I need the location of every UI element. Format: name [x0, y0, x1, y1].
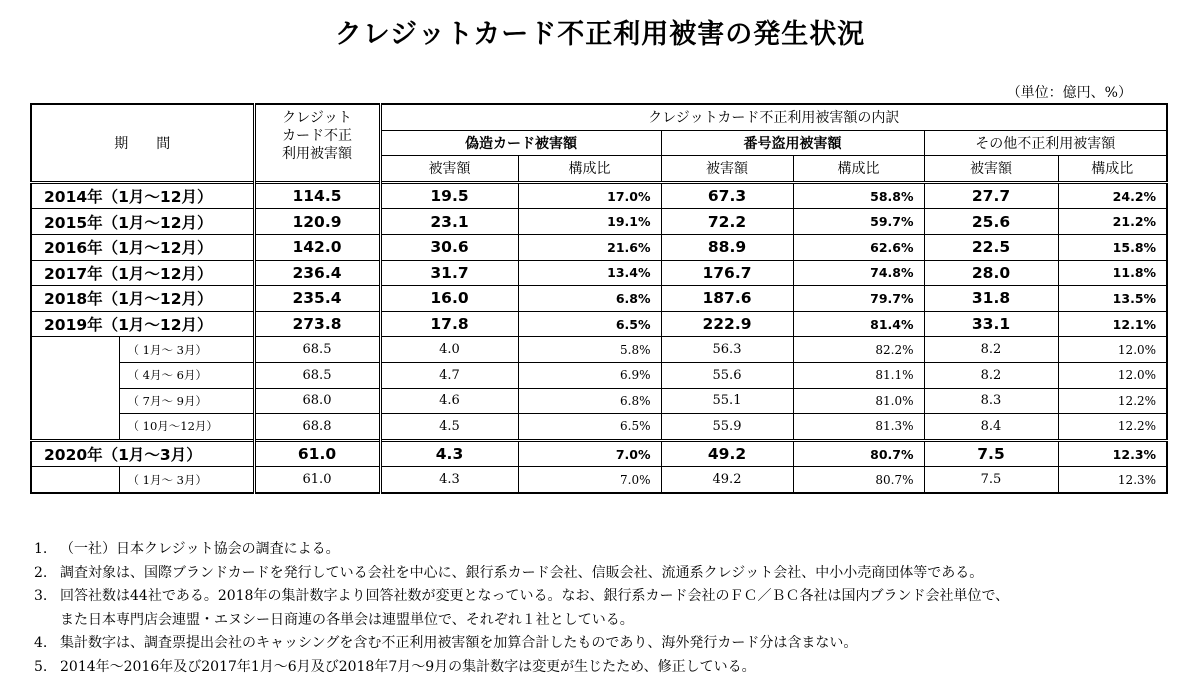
table-row	[31, 388, 1167, 414]
header-sub-amount: 被害額	[661, 156, 793, 183]
number-theft-amount: 88.9	[661, 234, 793, 260]
quarter-label: （ 1月～ 3月）	[119, 337, 254, 363]
header-group-number-theft: 番号盗用被害額	[661, 130, 924, 156]
counterfeit-ratio: 6.8%	[518, 286, 661, 312]
other-amount: 8.2	[924, 362, 1058, 388]
note-number: 2.	[34, 564, 48, 581]
counterfeit-ratio: 13.4%	[518, 260, 661, 286]
other-ratio: 13.5%	[1058, 286, 1167, 312]
other-ratio: 12.0%	[1058, 337, 1167, 363]
table-row	[31, 286, 1167, 312]
note-item	[34, 656, 1009, 680]
table-row	[31, 209, 1167, 235]
note-text: 調査対象は、国際ブランドカードを発行している会社を中心に、銀行系カード会社、信販会社、流通系クレジット会社、中小小売商団体等である。	[60, 564, 984, 581]
counterfeit-ratio: 5.8%	[518, 337, 661, 363]
total-value: 68.5	[254, 362, 380, 388]
quarter-label: （ 7月～ 9月）	[119, 388, 254, 414]
number-theft-amount: 55.6	[661, 362, 793, 388]
header-total-line-1: クレジット	[282, 109, 352, 126]
note-continuation: また日本専門店会連盟・エヌシー日商連の各単会は連盟単位で、それぞれ１社としている。	[60, 611, 634, 628]
other-amount: 27.7	[924, 182, 1058, 209]
counterfeit-ratio: 6.5%	[518, 311, 661, 337]
other-ratio: 11.8%	[1058, 260, 1167, 286]
header-total-line-3: 利用被害額	[282, 145, 352, 162]
indent-spacer	[31, 414, 119, 441]
total-value: 68.5	[254, 337, 380, 363]
other-ratio: 12.2%	[1058, 388, 1167, 414]
header-period: 期 間	[31, 104, 254, 182]
table-row	[31, 440, 1167, 467]
number-theft-amount: 49.2	[661, 440, 793, 467]
notes-list	[34, 538, 1009, 680]
counterfeit-amount: 4.0	[380, 337, 518, 363]
other-ratio: 12.2%	[1058, 414, 1167, 441]
other-amount: 7.5	[924, 467, 1058, 493]
indent-spacer	[31, 388, 119, 414]
total-value: 114.5	[254, 182, 380, 209]
other-amount: 8.4	[924, 414, 1058, 441]
header-sub-ratio: 構成比	[1058, 156, 1167, 183]
header-sub-ratio: 構成比	[793, 156, 924, 183]
note-number: 1.	[34, 541, 48, 557]
number-theft-ratio: 80.7%	[793, 467, 924, 493]
other-amount: 8.3	[924, 388, 1058, 414]
total-value: 68.0	[254, 388, 380, 414]
total-value: 68.8	[254, 414, 380, 441]
total-value: 142.0	[254, 234, 380, 260]
row-label: 2017年（1月～12月）	[31, 260, 254, 286]
counterfeit-ratio: 19.1%	[518, 209, 661, 235]
number-theft-amount: 56.3	[661, 337, 793, 363]
other-amount: 22.5	[924, 234, 1058, 260]
number-theft-amount: 222.9	[661, 311, 793, 337]
other-ratio: 12.3%	[1058, 440, 1167, 467]
counterfeit-ratio: 17.0%	[518, 182, 661, 209]
other-amount: 33.1	[924, 311, 1058, 337]
unit-label: （単位：億円、%）	[1006, 85, 1132, 101]
counterfeit-ratio: 6.9%	[518, 362, 661, 388]
counterfeit-amount: 4.7	[380, 362, 518, 388]
quarter-label: （ 4月～ 6月）	[119, 362, 254, 388]
other-amount: 25.6	[924, 209, 1058, 235]
table-row	[31, 337, 1167, 363]
number-theft-ratio: 74.8%	[793, 260, 924, 286]
row-label: 2020年（1月～3月）	[31, 440, 254, 467]
number-theft-ratio: 81.0%	[793, 388, 924, 414]
number-theft-amount: 49.2	[661, 467, 793, 493]
counterfeit-amount: 31.7	[380, 260, 518, 286]
number-theft-ratio: 81.1%	[793, 362, 924, 388]
total-value: 273.8	[254, 311, 380, 337]
header-total	[254, 104, 380, 182]
table-row	[31, 311, 1167, 337]
number-theft-ratio: 81.3%	[793, 414, 924, 441]
header-sub-ratio: 構成比	[518, 156, 661, 183]
quarter-label: （ 10月～12月）	[119, 414, 254, 441]
row-label: 2018年（1月～12月）	[31, 286, 254, 312]
row-label: 2015年（1月～12月）	[31, 209, 254, 235]
indent-spacer	[31, 362, 119, 388]
number-theft-ratio: 59.7%	[793, 209, 924, 235]
number-theft-ratio: 62.6%	[793, 234, 924, 260]
note-item	[34, 538, 1009, 562]
counterfeit-amount: 30.6	[380, 234, 518, 260]
indent-spacer	[31, 467, 119, 493]
note-item	[34, 585, 1009, 609]
header-sub-amount: 被害額	[924, 156, 1058, 183]
number-theft-amount: 55.9	[661, 414, 793, 441]
note-text: 回答社数は44社である。2018年の集計数字より回答社数が変更となっている。なお、銀行系カード会社のＦＣ／ＢＣ各社は国内ブランド会社単位で、	[60, 588, 1010, 605]
counterfeit-ratio: 7.0%	[518, 440, 661, 467]
other-amount: 28.0	[924, 260, 1058, 286]
other-ratio: 12.1%	[1058, 311, 1167, 337]
number-theft-amount: 72.2	[661, 209, 793, 235]
number-theft-amount: 187.6	[661, 286, 793, 312]
fraud-damage-table	[30, 103, 1168, 494]
header-group-other: その他不正利用被害額	[924, 130, 1167, 156]
other-ratio: 21.2%	[1058, 209, 1167, 235]
table-row	[31, 182, 1167, 209]
row-label: 2014年（1月～12月）	[31, 182, 254, 209]
counterfeit-ratio: 7.0%	[518, 467, 661, 493]
counterfeit-ratio: 6.8%	[518, 388, 661, 414]
table-row	[31, 234, 1167, 260]
header-total-line-2: カード不正	[282, 127, 352, 144]
note-text: 集計数字は、調査票提出会社のキャッシングを含む不正利用被害額を加算合計したものであり、海外発行カード分は含まない。	[60, 635, 858, 652]
number-theft-ratio: 79.7%	[793, 286, 924, 312]
counterfeit-amount: 4.3	[380, 467, 518, 493]
header-row-1	[31, 104, 1167, 130]
page-title: クレジットカード不正利用被害の発生状況	[334, 19, 866, 50]
counterfeit-amount: 19.5	[380, 182, 518, 209]
total-value: 235.4	[254, 286, 380, 312]
quarter-label: （ 1月～ 3月）	[119, 467, 254, 493]
total-value: 120.9	[254, 209, 380, 235]
note-item	[34, 632, 1009, 656]
counterfeit-ratio: 21.6%	[518, 234, 661, 260]
table-row	[31, 260, 1167, 286]
header-sub-amount: 被害額	[380, 156, 518, 183]
other-amount: 31.8	[924, 286, 1058, 312]
total-value: 61.0	[254, 440, 380, 467]
number-theft-ratio: 81.4%	[793, 311, 924, 337]
counterfeit-ratio: 6.5%	[518, 414, 661, 441]
number-theft-amount: 55.1	[661, 388, 793, 414]
other-amount: 8.2	[924, 337, 1058, 363]
number-theft-ratio: 82.2%	[793, 337, 924, 363]
number-theft-ratio: 80.7%	[793, 440, 924, 467]
counterfeit-amount: 23.1	[380, 209, 518, 235]
note-number: 4.	[34, 635, 48, 652]
number-theft-ratio: 58.8%	[793, 182, 924, 209]
other-ratio: 24.2%	[1058, 182, 1167, 209]
row-label: 2016年（1月～12月）	[31, 234, 254, 260]
other-ratio: 12.0%	[1058, 362, 1167, 388]
note-item	[34, 562, 1009, 586]
other-ratio: 15.8%	[1058, 234, 1167, 260]
indent-spacer	[31, 337, 119, 363]
counterfeit-amount: 4.3	[380, 440, 518, 467]
total-value: 61.0	[254, 467, 380, 493]
number-theft-amount: 67.3	[661, 182, 793, 209]
note-text: 2014年～2016年及び2017年1月～6月及び2018年7月～9月の集計数字は変更が生じたため、修正している。	[60, 658, 756, 675]
note-number: 3.	[34, 588, 48, 605]
table-row	[31, 467, 1167, 493]
number-theft-amount: 176.7	[661, 260, 793, 286]
row-label: 2019年（1月～12月）	[31, 311, 254, 337]
counterfeit-amount: 4.6	[380, 388, 518, 414]
counterfeit-amount: 17.8	[380, 311, 518, 337]
counterfeit-amount: 4.5	[380, 414, 518, 441]
note-number: 5.	[34, 658, 48, 675]
table-row	[31, 414, 1167, 441]
header-breakdown: クレジットカード不正利用被害額の内訳	[380, 104, 1167, 130]
counterfeit-amount: 16.0	[380, 286, 518, 312]
note-text: （一社）日本クレジット協会の調査による。	[60, 541, 340, 557]
header-group-counterfeit: 偽造カード被害額	[380, 130, 661, 156]
table-row	[31, 362, 1167, 388]
total-value: 236.4	[254, 260, 380, 286]
other-ratio: 12.3%	[1058, 467, 1167, 493]
other-amount: 7.5	[924, 440, 1058, 467]
